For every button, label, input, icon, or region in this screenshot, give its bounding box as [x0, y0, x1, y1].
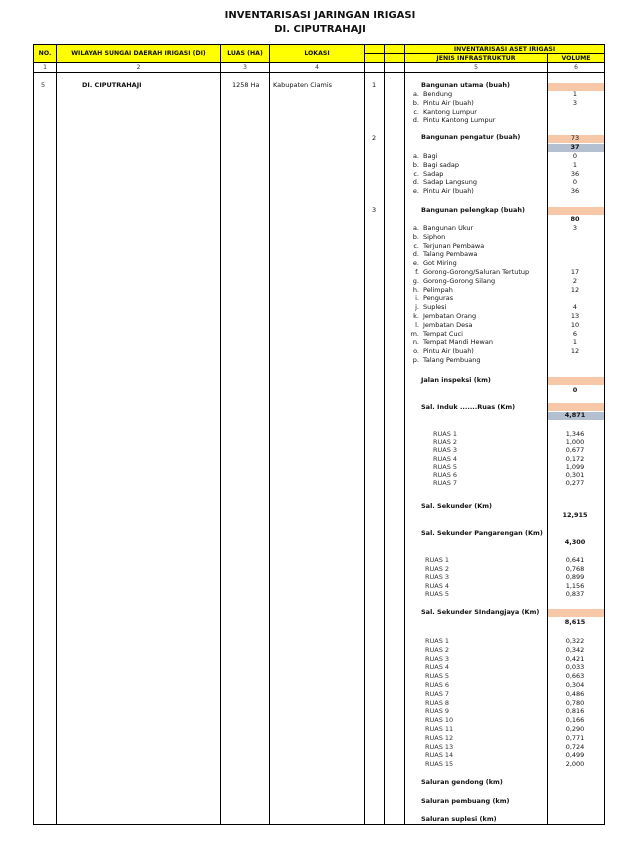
- sindangjaya-ruas-value: 0,421: [565, 654, 585, 663]
- sindangjaya-ruas-value: 0,322: [565, 637, 585, 645]
- pengatur-total-a: 73: [570, 134, 580, 142]
- utama-item: [409, 90, 452, 99]
- header-wilayah: WILAYAH SUNGAI DAERAH IRIGASI (DI): [56, 44, 221, 63]
- item-label: Bagi sadap: [423, 160, 460, 169]
- sindangjaya-ruas-label: RUAS 1: [425, 637, 450, 645]
- pelengkap-item-value: 3: [572, 224, 578, 232]
- grid-line: [56, 72, 57, 824]
- sindangjaya-ruas-value: 0,816: [565, 707, 585, 716]
- sindangjaya-ruas-label: RUAS 10: [425, 716, 454, 725]
- item-letter: b.: [412, 98, 419, 107]
- pangarengan-ruas-value: 0,768: [565, 564, 585, 573]
- sindangjaya-ruas-label: RUAS 15: [425, 760, 454, 769]
- pengatur-item-value: 0: [572, 178, 578, 187]
- sindangjaya-ruas-label: RUAS 8: [425, 698, 450, 707]
- header-lokasi: LOKASI: [269, 44, 365, 63]
- pangarengan-ruas-label: RUAS 3: [425, 573, 450, 582]
- induk-ruas-label: RUAS 5: [433, 462, 458, 471]
- item-label: Tempat Cuci: [423, 329, 463, 338]
- index-blank-2: [384, 62, 405, 73]
- pelengkap-item-value: 10: [570, 320, 580, 329]
- induk-ruas-value: 0,172: [565, 454, 585, 463]
- sindangjaya-ruas-value: 0,486: [565, 689, 585, 698]
- pelengkap-item-value: 13: [570, 312, 580, 320]
- pelengkap-item: [409, 294, 453, 303]
- item-label: Bendung: [423, 90, 453, 98]
- section-title-pelengkap: Bangunan pelengkap (buah): [421, 206, 525, 214]
- sindangjaya-ruas-label: RUAS 13: [425, 742, 454, 751]
- induk-ruas-value: 0,277: [565, 479, 585, 488]
- item-letter: a.: [412, 224, 419, 232]
- pelengkap-item: [409, 330, 463, 339]
- pengatur-item-value: 1: [572, 160, 578, 169]
- sindangjaya-ruas-label: RUAS 2: [425, 645, 450, 654]
- pelengkap-item: [409, 356, 480, 365]
- sindangjaya-ruas-value: 0,663: [565, 672, 585, 681]
- utama-item: [409, 108, 477, 117]
- sindangjaya-ruas-value: 0,780: [565, 698, 585, 707]
- pangarengan-ruas-label: RUAS 4: [425, 581, 450, 590]
- sindangjaya-ruas-label: RUAS 5: [425, 672, 450, 681]
- sindangjaya-ruas-value: 0,499: [565, 751, 585, 760]
- induk-ruas-value: 0,677: [565, 446, 585, 455]
- item-letter: d.: [412, 116, 419, 125]
- section-num-3: 3: [372, 206, 377, 214]
- grid-line: [404, 72, 405, 824]
- section-title-utama: Bangunan utama (buah): [421, 81, 510, 89]
- pengatur-item: [409, 152, 437, 161]
- sindangjaya-ruas-value: 0,724: [565, 742, 585, 751]
- pengatur-total-b: 37: [570, 143, 580, 151]
- pengatur-item: [409, 161, 459, 170]
- pelengkap-item-value: 2: [572, 276, 578, 285]
- item-letter: d.: [412, 250, 419, 259]
- item-letter: k.: [413, 312, 419, 320]
- index-3: 3: [220, 62, 270, 73]
- item-label: Sadap Langsung: [423, 178, 478, 187]
- section-title-pembuang: Saluran pembuang (km): [421, 797, 510, 805]
- highlight-pelengkap: [548, 207, 604, 215]
- pelengkap-total: 80: [570, 215, 580, 223]
- header-no: NO.: [33, 44, 57, 63]
- pangarengan-total: 4,300: [564, 538, 586, 546]
- item-label: Talang Pembuang: [423, 356, 481, 364]
- record-luas: 1258 Ha: [232, 81, 260, 89]
- sindangjaya-ruas-label: RUAS 14: [425, 751, 454, 760]
- item-label: Gorong-Gorong Silang: [423, 276, 496, 285]
- sindangjaya-ruas-value: 0,290: [565, 725, 585, 733]
- induk-ruas-label: RUAS 4: [433, 454, 458, 463]
- item-letter: c.: [413, 241, 419, 250]
- grid-line: [220, 72, 221, 824]
- sindangjaya-ruas-label: RUAS 6: [425, 681, 450, 689]
- pelengkap-item: [409, 321, 472, 330]
- pengatur-item-value: 0: [572, 152, 578, 160]
- pangarengan-ruas-value: 1,156: [565, 581, 585, 590]
- induk-ruas-value: 1,099: [565, 462, 585, 471]
- item-label: Pintu Air (buah): [423, 187, 474, 196]
- header-luas: LUAS (HA): [220, 44, 270, 63]
- induk-ruas-label: RUAS 7: [433, 479, 458, 488]
- pengatur-item-value: 36: [570, 187, 580, 196]
- induk-ruas-label: RUAS 3: [433, 446, 458, 455]
- highlight-jalan: [548, 377, 604, 385]
- grid-line: [364, 72, 365, 824]
- induk-total: 4,871: [564, 411, 586, 419]
- item-label: Penguras: [423, 294, 454, 303]
- item-label: Pintu Air (buah): [423, 347, 474, 356]
- index-6: 6: [547, 62, 605, 73]
- item-letter: b.: [412, 232, 419, 241]
- pelengkap-item-value: 1: [572, 338, 578, 347]
- index-blank-1: [364, 62, 385, 73]
- sindangjaya-ruas-label: RUAS 4: [425, 663, 450, 672]
- header-jenis: JENIS INFRASTRUKTUR: [404, 53, 548, 63]
- grid-line: [269, 72, 270, 824]
- sindangjaya-ruas-label: RUAS 7: [425, 689, 450, 698]
- pelengkap-item: [409, 268, 529, 277]
- item-label: Jembatan Orang: [423, 312, 477, 320]
- sindangjaya-ruas-value: 2,000: [565, 760, 585, 769]
- utama-item: [409, 116, 495, 125]
- item-label: Tempat Mandi Hewan: [423, 338, 493, 347]
- highlight-induk-a: [548, 403, 604, 411]
- pelengkap-item-value: 12: [570, 285, 580, 294]
- item-label: Suplesi: [423, 303, 447, 312]
- item-label: Sadap: [423, 169, 444, 178]
- item-letter: d.: [412, 178, 419, 187]
- document-title: INVENTARISASI JARINGAN IRIGASI: [224, 10, 416, 21]
- item-letter: p.: [412, 356, 419, 364]
- item-letter: e.: [412, 259, 419, 268]
- pangarengan-ruas-label: RUAS 2: [425, 564, 450, 573]
- induk-ruas-label: RUAS 1: [433, 430, 458, 438]
- sindangjaya-total: 8,615: [564, 618, 586, 626]
- jalan-total: 0: [572, 386, 578, 394]
- induk-ruas-label: RUAS 6: [433, 471, 458, 479]
- section-title-sindangjaya: Sal. Sekunder SIndangjaya (Km): [421, 608, 540, 616]
- sindangjaya-ruas-label: RUAS 9: [425, 707, 450, 716]
- pelengkap-item: [409, 233, 445, 242]
- pengatur-item: [409, 170, 443, 179]
- utama-item-value: 3: [572, 98, 578, 107]
- induk-ruas-value: 1,346: [565, 430, 585, 438]
- pangarengan-ruas-value: 0,899: [565, 573, 585, 582]
- sindangjaya-ruas-value: 0,304: [565, 681, 585, 689]
- pelengkap-item-value: 6: [572, 329, 578, 338]
- record-no: 5: [41, 81, 46, 89]
- item-label: Pintu Air (buah): [423, 98, 474, 107]
- section-title-sekunder: Sal. Sekunder (Km): [421, 502, 492, 510]
- item-label: Pintu Kantong Lumpur: [423, 116, 496, 125]
- index-2: 2: [56, 62, 221, 73]
- sindangjaya-ruas-value: 0,033: [565, 663, 585, 672]
- header-volume: VOLUME: [547, 53, 605, 63]
- item-letter: o.: [413, 347, 419, 356]
- induk-ruas-value: 0,301: [565, 471, 585, 479]
- index-1: 1: [33, 62, 57, 73]
- item-letter: c.: [413, 107, 419, 116]
- highlight-sindangjaya: [548, 609, 604, 617]
- sekunder-total: 12,915: [562, 511, 588, 519]
- record-wilayah: DI. CIPUTRAHAJI: [82, 81, 142, 89]
- induk-ruas-label: RUAS 2: [433, 438, 458, 447]
- pelengkap-item: [409, 347, 474, 356]
- sindangjaya-ruas-label: RUAS 11: [425, 725, 454, 733]
- sindangjaya-ruas-value: 0,771: [565, 733, 585, 742]
- pelengkap-item: [409, 312, 476, 321]
- item-label: Gorong-Gorong/Saluran Tertutup: [423, 268, 530, 276]
- item-label: Bagi: [423, 152, 438, 160]
- item-label: Kantong Lumpur: [423, 107, 477, 116]
- grid-line: [33, 72, 34, 824]
- pengatur-item: [409, 178, 477, 187]
- pelengkap-item-value: 4: [572, 303, 578, 312]
- pengatur-item: [409, 187, 474, 196]
- utama-item: [409, 99, 474, 108]
- document-subtitle: DI. CIPUTRAHAJI: [274, 24, 366, 35]
- item-letter: a.: [412, 152, 419, 160]
- pangarengan-ruas-label: RUAS 5: [425, 590, 450, 599]
- header-aset-group: INVENTARISASI ASET IRIGASI: [404, 44, 605, 54]
- pelengkap-item: [409, 338, 493, 347]
- pangarengan-ruas-label: RUAS 1: [425, 556, 450, 564]
- item-letter: e.: [412, 187, 419, 196]
- sindangjaya-ruas-value: 0,166: [565, 716, 585, 725]
- induk-ruas-value: 1,000: [565, 438, 585, 447]
- section-num-2: 2: [372, 134, 377, 142]
- record-lokasi: Kabupaten Ciamis: [273, 81, 333, 89]
- item-letter: g.: [412, 276, 419, 285]
- item-letter: n.: [412, 338, 419, 347]
- item-letter: i.: [415, 294, 419, 303]
- section-num-1: 1: [372, 81, 377, 89]
- grid-line: [384, 72, 385, 824]
- sindangjaya-ruas-label: RUAS 12: [425, 733, 454, 742]
- item-letter: a.: [412, 90, 419, 98]
- sindangjaya-ruas-label: RUAS 3: [425, 654, 450, 663]
- item-letter: c.: [413, 169, 419, 178]
- item-letter: l.: [415, 320, 419, 329]
- section-title-suplesi: Saluran suplesi (km): [421, 815, 497, 823]
- pelengkap-item-value: 12: [570, 347, 580, 356]
- section-title-gendong: Saluran gendong (km): [421, 778, 503, 786]
- grid-line: [604, 72, 605, 824]
- section-title-jalan: Jalan inspeksi (km): [421, 376, 491, 384]
- pelengkap-item: [409, 303, 446, 312]
- item-label: Siphon: [423, 232, 446, 241]
- section-title-pengatur: Bangunan pengatur (buah): [421, 133, 521, 141]
- item-label: Talang Pembawa: [423, 250, 478, 259]
- item-letter: f.: [415, 268, 419, 276]
- sindangjaya-ruas-value: 0,342: [565, 645, 585, 654]
- pelengkap-item: [409, 250, 477, 259]
- pelengkap-item: [409, 242, 484, 251]
- item-label: Terjunan Pembawa: [423, 241, 485, 250]
- pelengkap-item: [409, 259, 457, 268]
- utama-item-value: 1: [572, 90, 578, 98]
- pengatur-item-value: 36: [570, 169, 580, 178]
- section-title-induk: Sal. Induk .......Ruas (Km): [421, 403, 516, 411]
- section-title-pangarengan: Sal. Sekunder Pangarengan (Km): [421, 529, 543, 537]
- pelengkap-item: [409, 286, 453, 295]
- pangarengan-ruas-value: 0,641: [565, 556, 585, 564]
- grid-line-bottom: [33, 824, 605, 825]
- pangarengan-ruas-value: 0,837: [565, 590, 585, 599]
- pelengkap-item: [409, 224, 473, 233]
- pelengkap-item: [409, 277, 495, 286]
- item-label: Pelimpah: [423, 285, 453, 294]
- index-4: 4: [269, 62, 365, 73]
- item-label: Jembatan Desa: [423, 320, 473, 329]
- item-letter: j.: [415, 303, 419, 312]
- item-letter: m.: [410, 329, 419, 338]
- item-letter: b.: [412, 160, 419, 169]
- item-letter: h.: [412, 285, 419, 294]
- item-label: Bangunan Ukur: [423, 224, 474, 232]
- item-label: Got Miring: [423, 259, 457, 268]
- index-5: 5: [404, 62, 548, 73]
- pelengkap-item-value: 17: [570, 268, 580, 276]
